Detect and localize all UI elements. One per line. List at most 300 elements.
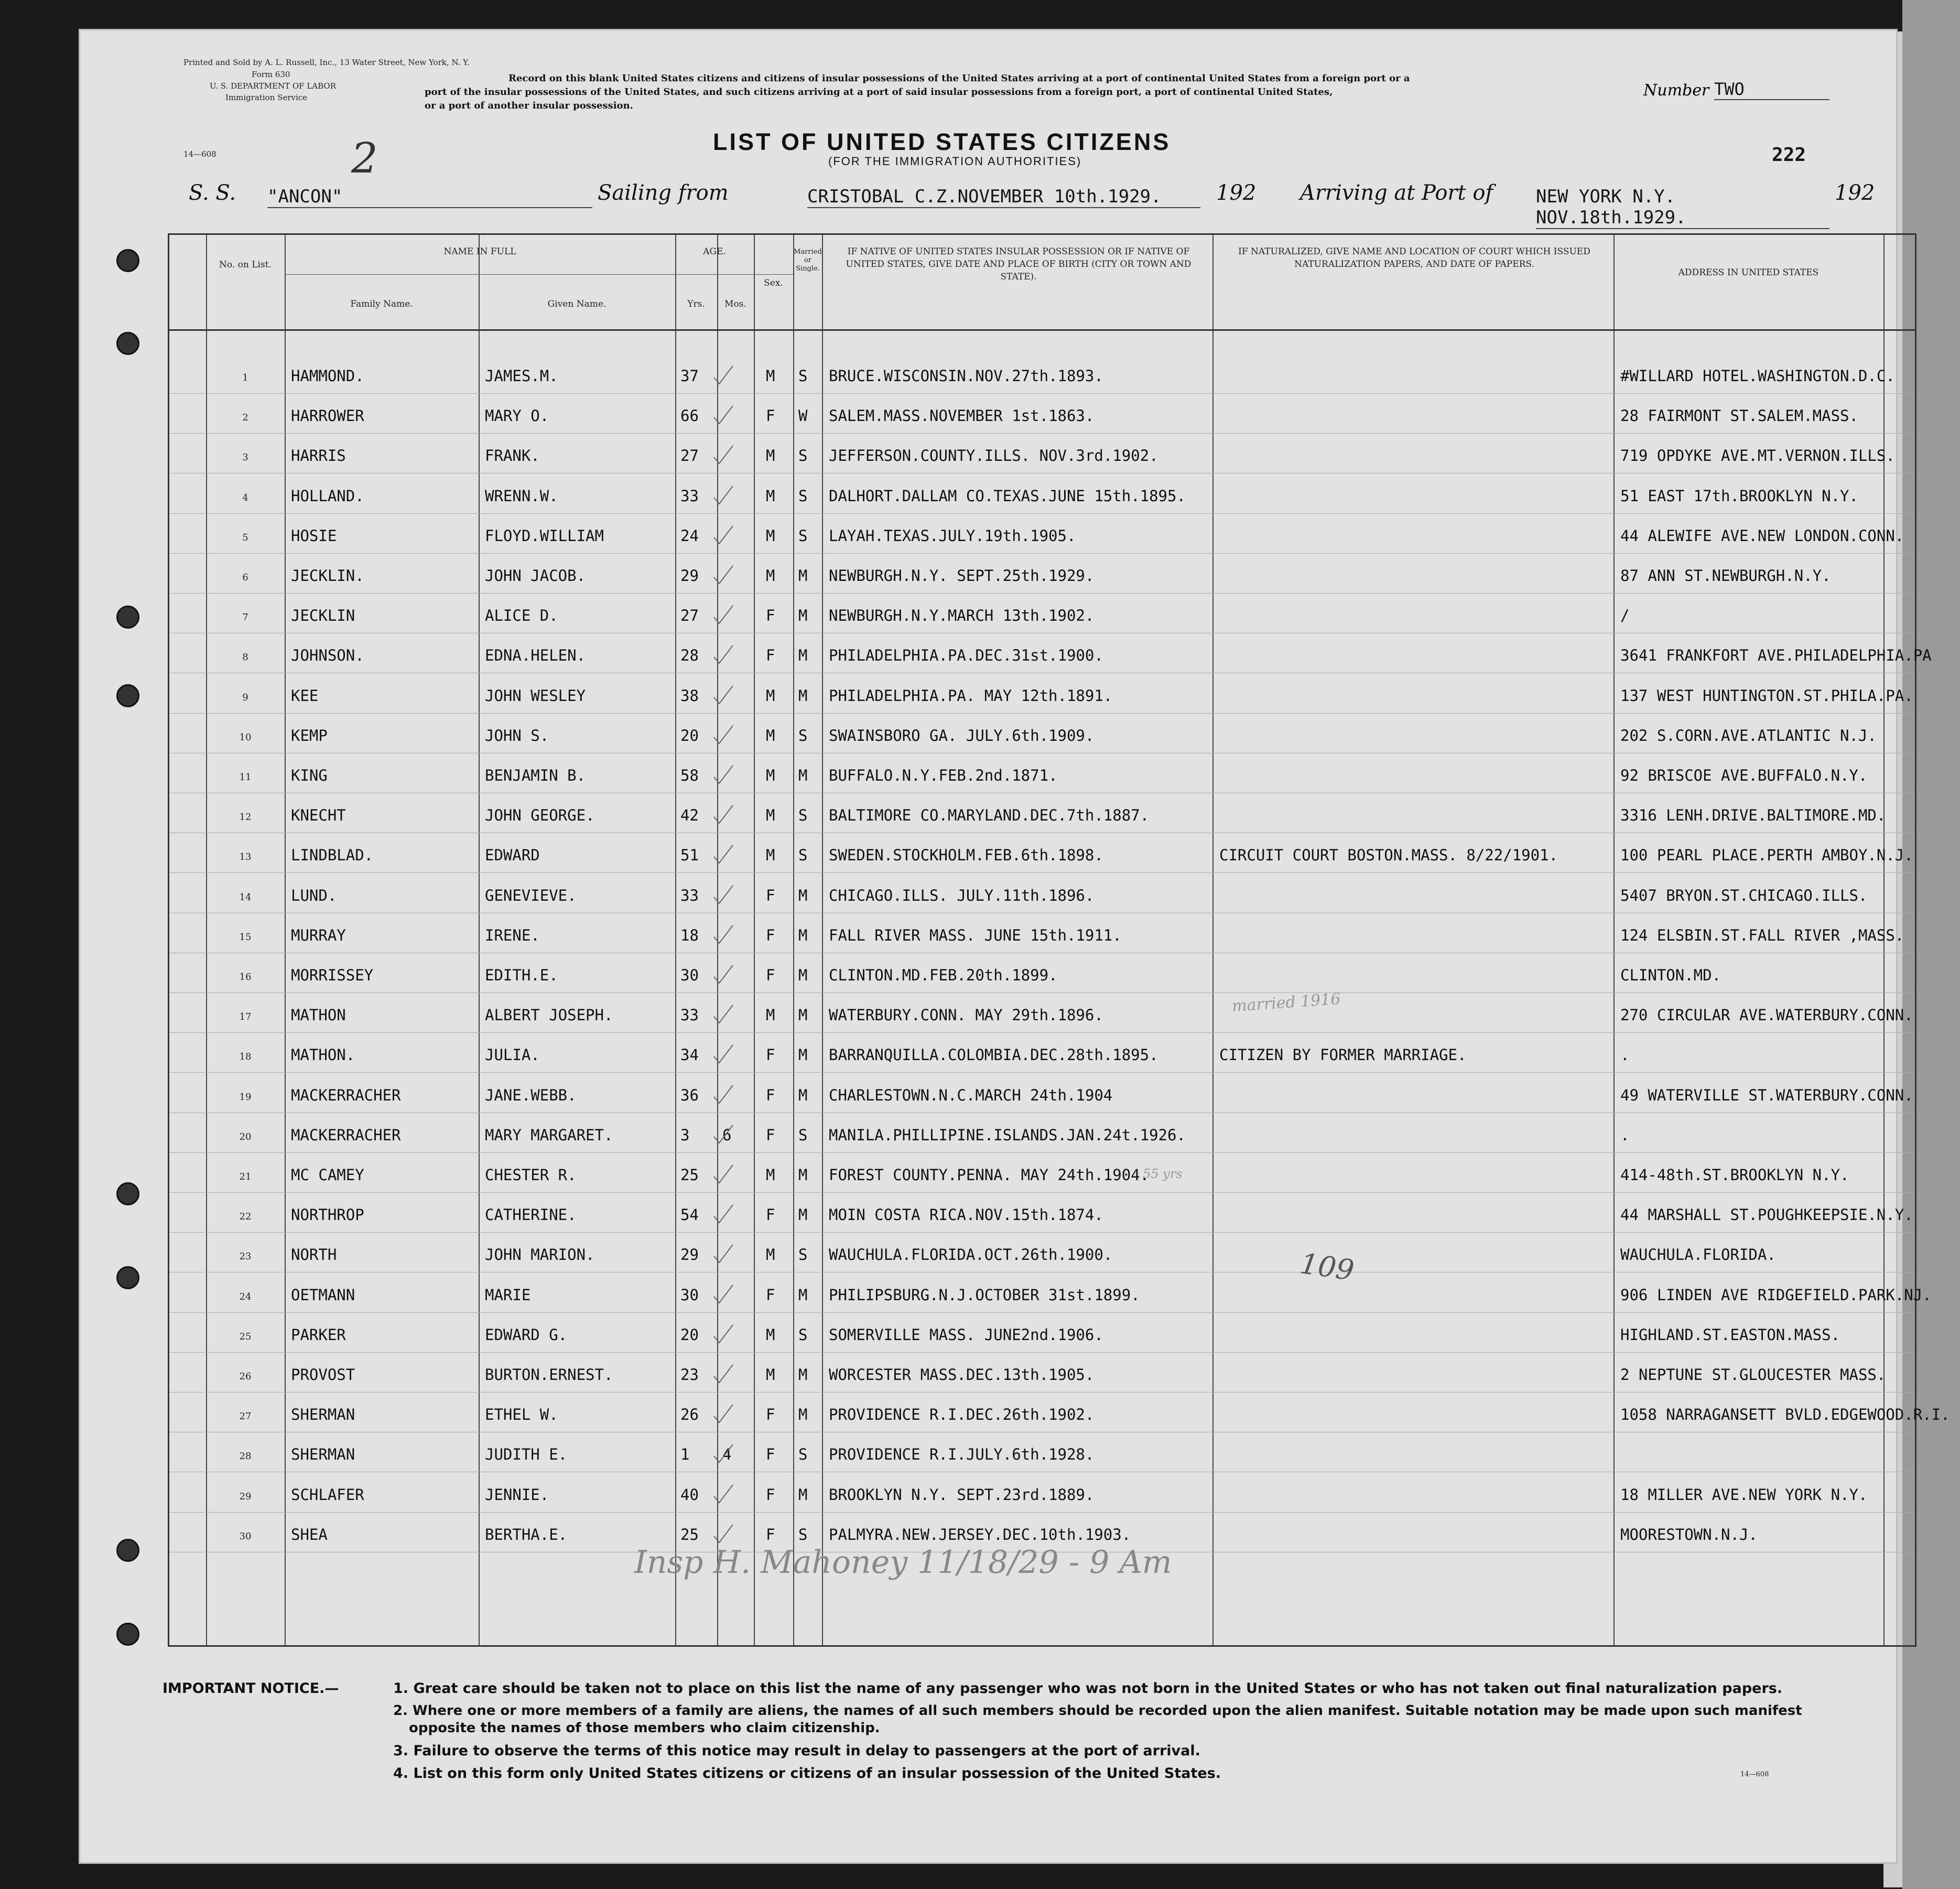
sex-cell: F xyxy=(766,1286,775,1304)
manifest-sheet xyxy=(79,29,1950,1864)
birth-cell: BARRANQUILLA.COLOMBIA.DEC.28th.1895. xyxy=(829,1046,1158,1064)
address-cell: MOORESTOWN.N.J. xyxy=(1620,1525,1758,1543)
given-name-cell: FLOYD.WILLIAM xyxy=(485,526,604,545)
row-number: 17 xyxy=(239,1011,252,1023)
age-years-cell: 36 xyxy=(680,1086,699,1104)
header-naturalized: IF NATURALIZED, GIVE NAME AND LOCATION OF COURT WHICH ISSUED NATURALIZATION PAPERS, AND DATE OF PAPERS. xyxy=(1238,246,1590,269)
sex-cell: F xyxy=(766,1126,775,1144)
column-rule xyxy=(793,235,794,1645)
row-number: 6 xyxy=(242,572,248,583)
given-name-cell: FRANK. xyxy=(485,447,540,465)
family-name-cell: SHERMAN xyxy=(291,1445,355,1464)
family-name-cell: NORTHROP xyxy=(291,1206,364,1224)
birth-cell: PALMYRA.NEW.JERSEY.DEC.10th.1903. xyxy=(829,1525,1131,1543)
address-cell: CLINTON.MD. xyxy=(1620,966,1721,984)
sex-cell: M xyxy=(766,726,775,744)
sex-cell: M xyxy=(766,806,775,825)
marital-cell: S xyxy=(798,1246,808,1264)
row-number: 5 xyxy=(242,532,248,543)
age-years-cell: 1 xyxy=(680,1445,690,1464)
header-family-name: Family Name. xyxy=(350,299,413,309)
given-name-cell: ETHEL W. xyxy=(485,1406,558,1424)
birth-cell: WAUCHULA.FLORIDA.OCT.26th.1900. xyxy=(829,1246,1113,1264)
sex-cell: F xyxy=(766,1046,775,1064)
age-years-cell: 33 xyxy=(680,1006,699,1024)
address-cell: . xyxy=(1620,1046,1630,1064)
marital-cell: M xyxy=(798,1206,808,1224)
age-years-cell: 42 xyxy=(680,806,699,825)
age-years-cell: 3 xyxy=(680,1126,690,1144)
row-number: 21 xyxy=(239,1171,252,1182)
row-rule xyxy=(169,1392,1915,1393)
row-number: 4 xyxy=(242,492,248,503)
birth-cell: LAYAH.TEXAS.JULY.19th.1905. xyxy=(829,526,1076,545)
family-name-cell: MATHON. xyxy=(291,1046,355,1064)
age-years-cell: 27 xyxy=(680,447,699,465)
family-name-cell: PROVOST xyxy=(291,1366,355,1384)
marital-cell: M xyxy=(798,1406,808,1424)
age-years-cell: 30 xyxy=(680,1286,699,1304)
family-name-cell: KEE xyxy=(291,686,319,705)
check-mark-icon xyxy=(712,725,735,746)
sex-cell: F xyxy=(766,966,775,984)
address-cell: 270 CIRCULAR AVE.WATERBURY.CONN. xyxy=(1620,1006,1913,1024)
sailing-label: Sailing from xyxy=(598,181,729,205)
age-months-cell: 4 xyxy=(722,1445,732,1464)
marital-cell: S xyxy=(798,1525,808,1543)
naturalization-cell: CIRCUIT COURT BOSTON.MASS. 8/22/1901. xyxy=(1219,846,1558,865)
marital-cell: S xyxy=(798,846,808,865)
row-number: 2 xyxy=(242,412,248,424)
sex-cell: M xyxy=(766,767,775,784)
header-mos: Mos. xyxy=(724,299,746,309)
column-rule xyxy=(479,235,480,1645)
given-name-cell: WRENN.W. xyxy=(485,487,558,505)
ship-name: "ANCON" xyxy=(267,186,592,208)
marital-cell: M xyxy=(798,926,808,944)
age-years-cell: 66 xyxy=(680,407,699,425)
form-number: Form 630 xyxy=(252,70,290,79)
sex-cell: F xyxy=(766,646,775,665)
department: U. S. DEPARTMENT OF LABOR xyxy=(210,81,337,91)
family-name-cell: NORTH xyxy=(291,1246,337,1264)
sex-cell: M xyxy=(766,686,775,705)
given-name-cell: ALBERT JOSEPH. xyxy=(485,1006,613,1024)
birth-cell: CHARLESTOWN.N.C.MARCH 24th.1904 xyxy=(829,1086,1113,1104)
check-mark-icon xyxy=(712,1524,735,1545)
given-name-cell: EDWARD G. xyxy=(485,1325,568,1344)
header-birth: IF NATIVE OF UNITED STATES INSULAR POSSESSION OR IF NATIVE OF UNITED STATES, GIVE DATE AND PLACE OF BIRTH (CITY OR TOWN AND STATE). xyxy=(846,246,1192,282)
address-cell: 906 LINDEN AVE RIDGEFIELD.PARK.NJ. xyxy=(1620,1286,1932,1304)
check-mark-icon xyxy=(712,445,735,466)
notice-2-cont: opposite the names of those members who claim citizenship. xyxy=(409,1720,880,1736)
sex-cell: F xyxy=(766,407,775,425)
sex-cell: M xyxy=(766,1366,775,1384)
age-years-cell: 33 xyxy=(680,487,699,505)
header-address: ADDRESS IN UNITED STATES xyxy=(1678,267,1819,278)
number-value: TWO xyxy=(1714,79,1829,100)
row-number: 3 xyxy=(242,452,248,463)
sex-cell: F xyxy=(766,926,775,944)
header-no: No. on List. xyxy=(219,260,272,270)
instruction-line-2: port of the insular possessions of the United States, and such citizens arriving at a port of said insular possessions from a foreign port, a port of continental United States, xyxy=(425,87,1333,98)
marital-cell: M xyxy=(798,1366,808,1384)
row-number: 14 xyxy=(239,891,252,903)
row-rule xyxy=(169,1152,1915,1153)
instruction-line-1: Record on this blank United States citizens and citizens of insular possessions of the United States arriving at a port of continental United States from a foreign port or a xyxy=(508,73,1410,84)
family-name-cell: MACKERRACHER xyxy=(291,1126,401,1144)
punch-hole xyxy=(116,1623,139,1646)
year-1: 192 xyxy=(1216,181,1257,205)
birth-cell: WORCESTER MASS.DEC.13th.1905. xyxy=(829,1366,1095,1384)
header-married-single: Married or Single. xyxy=(794,248,822,273)
sex-cell: M xyxy=(766,1006,775,1024)
address-cell: 100 PEARL PLACE.PERTH AMBOY.N.J. xyxy=(1620,846,1913,865)
check-mark-icon xyxy=(712,924,735,945)
row-number: 22 xyxy=(239,1211,252,1223)
given-name-cell: BERTHA.E. xyxy=(485,1525,568,1543)
address-cell: 5407 BRYON.ST.CHICAGO.ILLS. xyxy=(1620,886,1868,904)
page-number: 222 xyxy=(1772,144,1806,166)
check-mark-icon xyxy=(712,804,735,825)
marital-cell: S xyxy=(798,367,808,385)
family-name-cell: MACKERRACHER xyxy=(291,1086,401,1104)
inspector-signature: Insp H. Mahoney 11/18/29 - 9 Am xyxy=(634,1544,1172,1581)
given-name-cell: JOHN JACOB. xyxy=(485,567,586,585)
row-rule xyxy=(169,433,1915,434)
notice-1: 1. Great care should be taken not to place on this list the name of any passenger who was not born in the United States or who has not taken out final naturalization papers. xyxy=(393,1680,1783,1697)
address-cell: 1058 NARRAGANSETT BVLD.EDGEWOOD.R.I. xyxy=(1620,1406,1950,1424)
age-years-cell: 23 xyxy=(680,1366,699,1384)
family-name-cell: HOSIE xyxy=(291,526,337,545)
birth-cell: JEFFERSON.COUNTY.ILLS. NOV.3rd.1902. xyxy=(829,447,1158,465)
check-mark-icon xyxy=(712,405,735,426)
family-name-cell: KING xyxy=(291,767,328,784)
row-rule xyxy=(169,1072,1915,1073)
punch-hole xyxy=(116,606,139,629)
sex-cell: F xyxy=(766,1206,775,1224)
address-cell: WAUCHULA.FLORIDA. xyxy=(1620,1246,1776,1264)
family-name-cell: SHERMAN xyxy=(291,1406,355,1424)
given-name-cell: JAMES.M. xyxy=(485,367,558,385)
given-name-cell: JANE.WEBB. xyxy=(485,1086,577,1104)
marital-cell: S xyxy=(798,447,808,465)
birth-cell: PROVIDENCE R.I.JULY.6th.1928. xyxy=(829,1445,1095,1464)
row-number: 30 xyxy=(239,1530,252,1542)
sex-cell: M xyxy=(766,1246,775,1264)
passenger-table xyxy=(168,233,1950,1647)
column-rule xyxy=(1212,235,1214,1645)
header-sex: Sex. xyxy=(764,278,783,288)
age-years-cell: 25 xyxy=(680,1166,699,1184)
sex-cell: M xyxy=(766,526,775,545)
row-number: 26 xyxy=(239,1371,252,1382)
birth-cell: SOMERVILLE MASS. JUNE2nd.1906. xyxy=(829,1325,1103,1344)
birth-cell: NEWBURGH.N.Y. SEPT.25th.1929. xyxy=(829,567,1095,585)
check-mark-icon xyxy=(712,1324,735,1345)
marital-cell: M xyxy=(798,646,808,665)
header-yrs: Yrs. xyxy=(687,299,705,309)
family-name-cell: OETMANN xyxy=(291,1286,355,1304)
age-years-cell: 30 xyxy=(680,966,699,984)
sex-cell: M xyxy=(766,846,775,865)
family-name-cell: PARKER xyxy=(291,1325,346,1344)
row-number: 19 xyxy=(239,1091,252,1103)
address-cell: 202 S.CORN.AVE.ATLANTIC N.J. xyxy=(1620,726,1877,744)
punch-hole xyxy=(116,1266,139,1289)
check-mark-icon xyxy=(712,844,735,865)
address-cell: 51 EAST 17th.BROOKLYN N.Y. xyxy=(1620,487,1858,505)
age-years-cell: 20 xyxy=(680,726,699,744)
row-rule xyxy=(169,553,1915,554)
marital-cell: S xyxy=(798,1445,808,1464)
birth-cell: PHILADELPHIA.PA. MAY 12th.1891. xyxy=(829,686,1113,705)
age-months-cell: 6 xyxy=(722,1126,732,1144)
row-number: 23 xyxy=(239,1251,252,1262)
sex-cell: F xyxy=(766,1485,775,1504)
family-name-cell: MORRISSEY xyxy=(291,966,374,984)
address-cell: 28 FAIRMONT ST.SALEM.MASS. xyxy=(1620,407,1858,425)
marital-cell: S xyxy=(798,526,808,545)
address-cell: 3316 LENH.DRIVE.BALTIMORE.MD. xyxy=(1620,806,1886,825)
row-number: 1 xyxy=(242,372,248,383)
address-cell: 137 WEST HUNTINGTON.ST.PHILA.PA. xyxy=(1620,686,1913,705)
address-cell: 719 OPDYKE AVE.MT.VERNON.ILLS. xyxy=(1620,447,1895,465)
check-mark-icon xyxy=(712,1484,735,1505)
birth-cell: NEWBURGH.N.Y.MARCH 13th.1902. xyxy=(829,607,1095,625)
punch-hole xyxy=(116,684,139,707)
given-name-cell: GENEVIEVE. xyxy=(485,886,577,904)
marital-cell: M xyxy=(798,1046,808,1064)
check-mark-icon xyxy=(712,1443,735,1464)
punch-hole xyxy=(116,249,139,272)
row-rule xyxy=(169,1312,1915,1313)
birth-cell: DALHORT.DALLAM CO.TEXAS.JUNE 15th.1895. xyxy=(829,487,1186,505)
age-years-cell: 51 xyxy=(680,846,699,865)
row-number: 20 xyxy=(239,1131,252,1142)
check-mark-icon xyxy=(712,1364,735,1385)
age-years-cell: 26 xyxy=(680,1406,699,1424)
naturalization-cell: CITIZEN BY FORMER MARRIAGE. xyxy=(1219,1046,1467,1064)
notice-heading: IMPORTANT NOTICE.— xyxy=(163,1680,339,1697)
row-number: 15 xyxy=(239,931,252,943)
birth-cell: PHILADELPHIA.PA.DEC.31st.1900. xyxy=(829,646,1103,665)
marital-cell: S xyxy=(798,726,808,744)
given-name-cell: ALICE D. xyxy=(485,607,558,625)
family-name-cell: KEMP xyxy=(291,726,328,744)
column-rule xyxy=(675,235,676,1645)
family-name-cell: JECKLIN. xyxy=(291,567,364,585)
address-cell: 414-48th.ST.BROOKLYN N.Y. xyxy=(1620,1166,1849,1184)
address-cell: 3641 FRANKFORT AVE.PHILADELPHIA.PA xyxy=(1620,646,1932,665)
age-years-cell: 40 xyxy=(680,1485,699,1504)
family-name-cell: KNECHT xyxy=(291,806,346,825)
handwritten-mark: 2 xyxy=(351,134,378,182)
mathon-note: married 1916 xyxy=(1231,989,1341,1016)
birth-cell: SWAINSBORO GA. JULY.6th.1909. xyxy=(829,726,1095,744)
marital-cell: M xyxy=(798,1086,808,1104)
header-age: AGE. xyxy=(703,246,726,257)
marital-cell: M xyxy=(798,1485,808,1504)
notice-3: 3. Failure to observe the terms of this notice may result in delay to passengers at the port of arrival. xyxy=(393,1743,1200,1759)
check-mark-icon xyxy=(712,565,735,586)
service: Immigration Service xyxy=(225,93,308,102)
column-rule xyxy=(822,235,823,1645)
check-mark-icon xyxy=(712,685,735,706)
marital-cell: M xyxy=(798,1286,808,1304)
check-mark-icon xyxy=(712,644,735,665)
sex-cell: M xyxy=(766,447,775,465)
address-cell: #WILLARD HOTEL.WASHINGTON.D.C. xyxy=(1620,367,1895,385)
sex-cell: F xyxy=(766,1525,775,1543)
birth-cell: BROOKLYN N.Y. SEPT.23rd.1889. xyxy=(829,1485,1095,1504)
stamp-number: 109 xyxy=(1298,1247,1356,1287)
marital-cell: M xyxy=(798,686,808,705)
birth-cell: PROVIDENCE R.I.DEC.26th.1902. xyxy=(829,1406,1095,1424)
family-name-cell: JOHNSON. xyxy=(291,646,364,665)
given-name-cell: MARY MARGARET. xyxy=(485,1126,613,1144)
page-title: LIST OF UNITED STATES CITIZENS xyxy=(713,128,1171,155)
marital-cell: M xyxy=(798,886,808,904)
header-rule xyxy=(169,329,1915,331)
row-rule xyxy=(169,513,1915,514)
family-name-cell: HAMMOND. xyxy=(291,367,364,385)
header-name-in-full: NAME IN FULL xyxy=(443,246,516,257)
family-name-cell: SCHLAFER xyxy=(291,1485,364,1504)
check-mark-icon xyxy=(712,1284,735,1305)
given-name-cell: EDWARD xyxy=(485,846,540,865)
sex-cell: M xyxy=(766,1166,775,1184)
check-mark-icon xyxy=(712,525,735,546)
given-name-cell: CHESTER R. xyxy=(485,1166,577,1184)
printer-line: Printed and Sold by A. L. Russell, Inc., 13 Water Street, New York, N. Y. xyxy=(183,58,470,67)
marital-cell: M xyxy=(798,767,808,784)
check-mark-icon xyxy=(712,1244,735,1265)
row-number: 28 xyxy=(239,1451,252,1462)
check-mark-icon xyxy=(712,1044,735,1065)
sex-cell: F xyxy=(766,1406,775,1424)
check-mark-icon xyxy=(712,884,735,905)
sex-cell: F xyxy=(766,607,775,625)
age-years-cell: 38 xyxy=(680,686,699,705)
marital-cell: S xyxy=(798,806,808,825)
ss-label: S. S. xyxy=(189,181,236,205)
age-years-cell: 20 xyxy=(680,1325,699,1344)
address-cell: 124 ELSBIN.ST.FALL RIVER ,MASS. xyxy=(1620,926,1904,944)
family-name-cell: SHEA xyxy=(291,1525,328,1543)
check-mark-icon xyxy=(712,1004,735,1025)
birth-cell: FOREST COUNTY.PENNA. MAY 24th.1904. xyxy=(829,1166,1150,1184)
given-name-cell: BENJAMIN B. xyxy=(485,767,586,784)
instruction-line-3: or a port of another insular possession. xyxy=(425,100,633,111)
given-name-cell: JOHN MARION. xyxy=(485,1246,595,1264)
form-code: 14—608 xyxy=(183,149,216,159)
marital-cell: M xyxy=(798,1006,808,1024)
column-rule xyxy=(754,235,755,1645)
given-name-cell: JOHN GEORGE. xyxy=(485,806,595,825)
marital-cell: S xyxy=(798,487,808,505)
birth-cell: SWEDEN.STOCKHOLM.FEB.6th.1898. xyxy=(829,846,1103,865)
given-name-cell: BURTON.ERNEST. xyxy=(485,1366,613,1384)
age-years-cell: 24 xyxy=(680,526,699,545)
address-cell: 49 WATERVILLE ST.WATERBURY.CONN. xyxy=(1620,1086,1913,1104)
age-years-cell: 27 xyxy=(680,607,699,625)
number-label: Number xyxy=(1643,81,1709,100)
sex-cell: F xyxy=(766,886,775,904)
given-name-cell: MARY O. xyxy=(485,407,549,425)
row-number: 7 xyxy=(242,612,248,623)
birth-cell: CHICAGO.ILLS. JULY.11th.1896. xyxy=(829,886,1095,904)
ship-line xyxy=(189,181,1887,228)
given-name-cell: EDNA.HELEN. xyxy=(485,646,586,665)
family-name-cell: LUND. xyxy=(291,886,337,904)
given-name-cell: IRENE. xyxy=(485,926,540,944)
arriving-value: NEW YORK N.Y. NOV.18th.1929. xyxy=(1536,186,1829,229)
given-name-cell: JULIA. xyxy=(485,1046,540,1064)
age-years-cell: 58 xyxy=(680,767,699,784)
row-number: 24 xyxy=(239,1291,252,1302)
row-number: 13 xyxy=(239,851,252,863)
age-years-cell: 34 xyxy=(680,1046,699,1064)
family-name-cell: LINDBLAD. xyxy=(291,846,374,865)
page-subtitle: (FOR THE IMMIGRATION AUTHORITIES) xyxy=(828,155,1082,168)
check-mark-icon xyxy=(712,485,735,506)
family-name-cell: HARRIS xyxy=(291,447,346,465)
punch-hole xyxy=(116,1539,139,1562)
family-name-cell: MC CAMEY xyxy=(291,1166,364,1184)
marital-cell: S xyxy=(798,1325,808,1344)
address-cell: 87 ANN ST.NEWBURGH.N.Y. xyxy=(1620,567,1831,585)
marital-cell: W xyxy=(798,407,808,425)
marital-cell: M xyxy=(798,567,808,585)
check-mark-icon xyxy=(712,964,735,985)
row-rule xyxy=(169,1192,1915,1193)
sex-cell: M xyxy=(766,367,775,385)
address-cell: HIGHLAND.ST.EASTON.MASS. xyxy=(1620,1325,1840,1344)
column-rule xyxy=(1614,235,1615,1645)
age-years-cell: 37 xyxy=(680,367,699,385)
age-years-cell: 25 xyxy=(680,1525,699,1543)
address-cell: 2 NEPTUNE ST.GLOUCESTER MASS. xyxy=(1620,1366,1886,1384)
given-name-cell: CATHERINE. xyxy=(485,1206,577,1224)
family-name-cell: MATHON xyxy=(291,1006,346,1024)
birth-cell: WATERBURY.CONN. MAY 29th.1896. xyxy=(829,1006,1103,1024)
age-years-cell: 18 xyxy=(680,926,699,944)
row-rule xyxy=(169,992,1915,993)
birth-cell: BALTIMORE CO.MARYLAND.DEC.7th.1887. xyxy=(829,806,1150,825)
header-subrule xyxy=(285,274,793,275)
address-cell: 44 MARSHALL ST.POUGHKEEPSIE.N.Y. xyxy=(1620,1206,1913,1224)
age-years-cell: 28 xyxy=(680,646,699,665)
row-number: 8 xyxy=(242,652,248,663)
sex-cell: M xyxy=(766,487,775,505)
birth-cell: MANILA.PHILLIPINE.ISLANDS.JAN.24t.1926. xyxy=(829,1126,1186,1144)
given-name-cell: JUDITH E. xyxy=(485,1445,568,1464)
given-name-cell: EDITH.E. xyxy=(485,966,558,984)
birth-cell: BRUCE.WISCONSIN.NOV.27th.1893. xyxy=(829,367,1103,385)
marital-cell: M xyxy=(798,607,808,625)
sex-cell: M xyxy=(766,1325,775,1344)
check-mark-icon xyxy=(712,1084,735,1105)
age-years-cell: 54 xyxy=(680,1206,699,1224)
row-rule xyxy=(169,1512,1915,1513)
marital-cell: M xyxy=(798,1166,808,1184)
sailing-value: CRISTOBAL C.Z.NOVEMBER 10th.1929. xyxy=(807,186,1200,208)
birth-cell: CLINTON.MD.FEB.20th.1899. xyxy=(829,966,1058,984)
check-mark-icon xyxy=(712,605,735,625)
address-cell: . xyxy=(1620,1126,1630,1144)
check-mark-icon xyxy=(712,1124,735,1145)
